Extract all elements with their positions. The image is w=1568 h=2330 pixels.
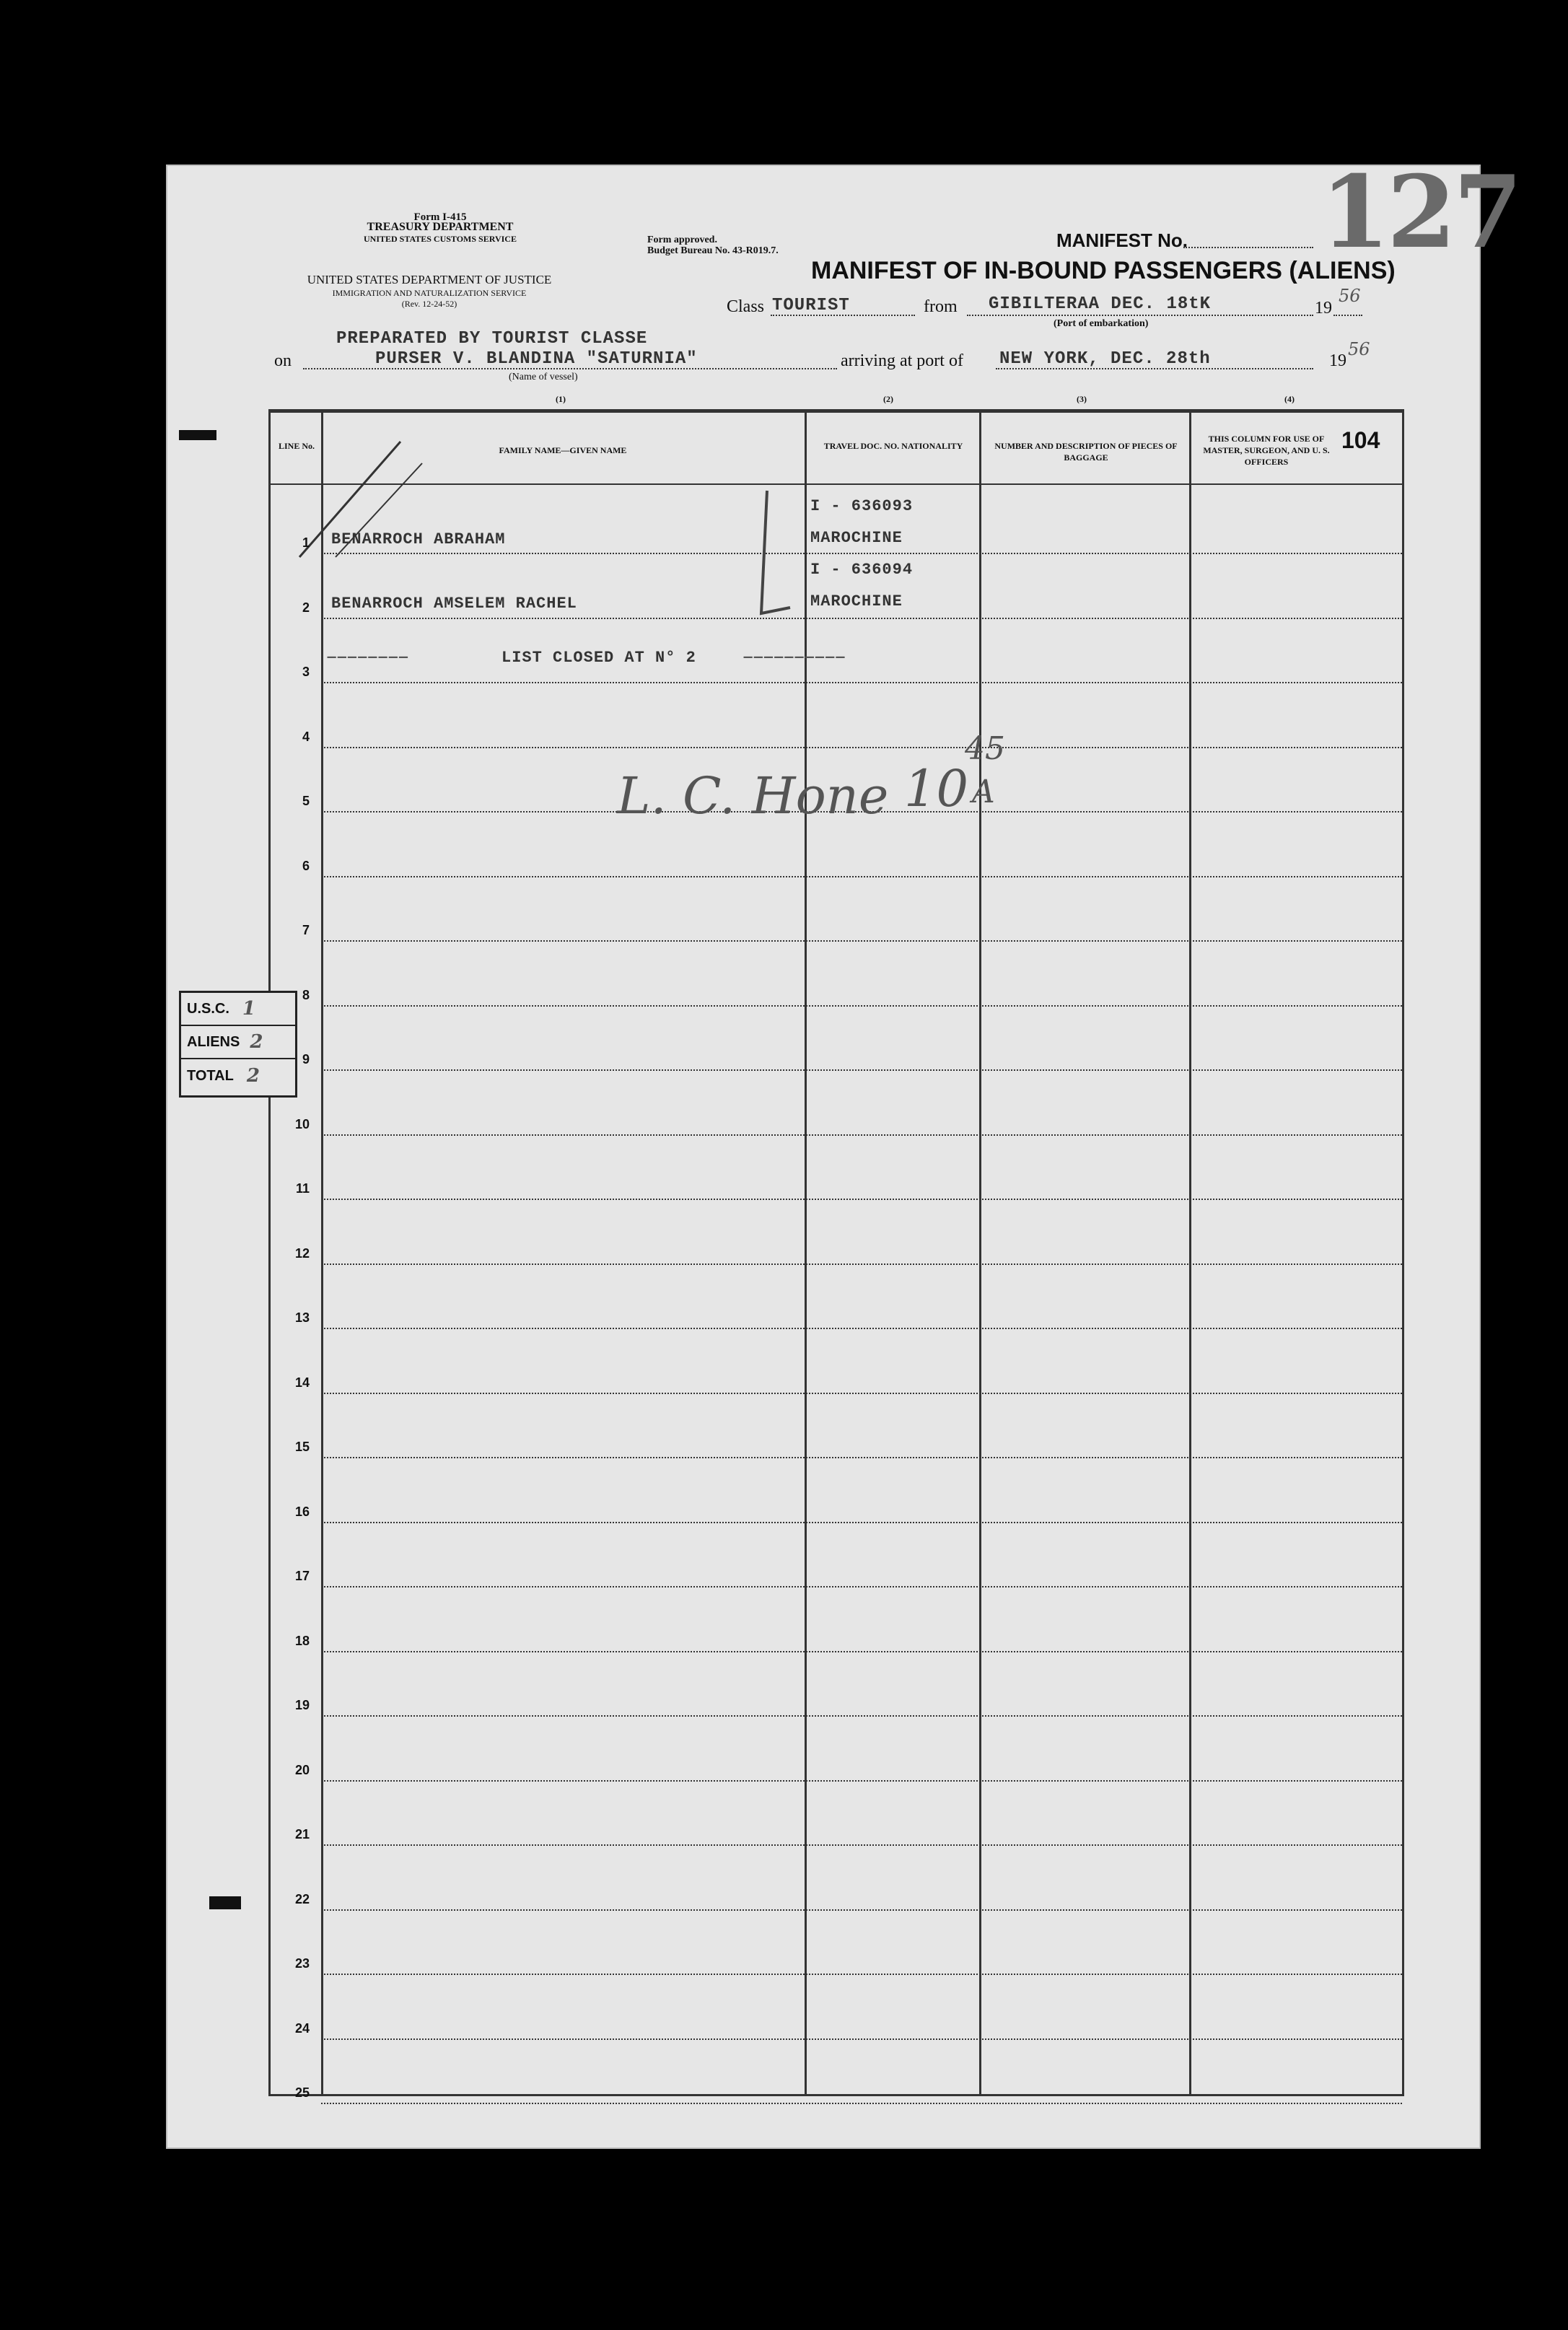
vessel-value: PURSER V. BLANDINA "SATURNIA" (375, 349, 698, 369)
row-line (321, 1263, 1402, 1265)
row-number: 8 (302, 987, 310, 1002)
tally-usc-value: 1 (242, 998, 255, 1020)
year-prefix-2: 19 (1329, 351, 1346, 370)
row-line (321, 1069, 1402, 1071)
row-line (321, 682, 1402, 683)
tally-total-label: TOTAL (187, 1067, 234, 1084)
tally-aliens-value: 2 (250, 1031, 263, 1053)
manifest-table (268, 409, 1404, 2100)
header-name: FAMILY NAME—GIVEN NAME (499, 445, 627, 455)
arrival-time-suffix: A (972, 774, 995, 810)
row-number: 14 (294, 1375, 310, 1390)
row-line (321, 1586, 1402, 1587)
manifest-no-label: MANIFEST No. (1056, 229, 1188, 251)
arrival-time-minutes: 45 (965, 730, 1005, 767)
bracket-mark (740, 485, 797, 622)
budget-bureau: Budget Bureau No. 43-R019.7. (647, 245, 779, 256)
row-number: 4 (302, 729, 310, 744)
year-to: 56 (1348, 339, 1370, 359)
margin-mark-bottom (209, 1896, 241, 1909)
row-number: 24 (294, 2020, 310, 2036)
col-num-4: (4) (1284, 394, 1295, 404)
treasury-label: TREASURY DEPARTMENT (367, 221, 514, 233)
row-line (321, 1522, 1402, 1523)
class-label: Class (727, 297, 765, 316)
row-line (321, 1909, 1402, 1911)
row-line (321, 1457, 1402, 1458)
row-line (321, 1715, 1402, 1717)
row-number: 17 (294, 1569, 310, 1583)
tally-box (179, 991, 297, 1098)
signature: L. C. Hone (617, 766, 889, 825)
row-line (321, 1780, 1402, 1782)
row-number: 11 (295, 1181, 310, 1196)
row-line (321, 940, 1402, 942)
rev-label: (Rev. 12-24-52) (401, 299, 457, 309)
officer-note: 104 (1341, 427, 1380, 453)
prepared-note: PREPARATED BY TOURIST CLASSE (336, 329, 648, 349)
doj-label: UNITED STATES DEPARTMENT OF JUSTICE (307, 273, 552, 286)
col-divider-doc (979, 413, 981, 2094)
col-divider-baggage (1189, 413, 1191, 2094)
row-1-doc-no: I - 636093 (810, 497, 914, 515)
row-line (321, 1328, 1402, 1329)
row-number: 13 (294, 1310, 310, 1325)
col-divider-line (321, 413, 323, 2094)
row-number: 2 (302, 600, 310, 615)
from-label: from (924, 297, 958, 316)
row-number: 19 (294, 1698, 310, 1712)
tally-total (181, 1059, 295, 1092)
row-line (321, 876, 1402, 877)
row-number: 18 (294, 1633, 310, 1648)
row-line (321, 1974, 1402, 1975)
row-line (321, 1651, 1402, 1652)
row-line (321, 1199, 1402, 1200)
row-2-family-name: BENARROCH AMSELEM RACHEL (331, 595, 577, 613)
tally-aliens (181, 1026, 295, 1059)
header-officers: THIS COLUMN FOR USE OF MASTER, SURGEON, AND U. S. OFFICERS (1203, 434, 1330, 467)
col-num-2: (2) (883, 394, 893, 404)
class-underline (771, 315, 915, 316)
row-1-nationality: MAROCHINE (810, 529, 903, 547)
form-number: Form I-415 (413, 211, 467, 223)
row-number: 6 (302, 858, 310, 873)
ins-label: IMMIGRATION AND NATURALIZATION SERVICE (332, 288, 527, 298)
class-value: TOURIST (772, 296, 850, 315)
year-prefix-1: 19 (1315, 299, 1332, 317)
row-number: 25 (294, 2085, 310, 2100)
row-line (321, 747, 1402, 748)
col-num-3: (3) (1077, 394, 1087, 404)
manifest-title: MANIFEST OF IN-BOUND PASSENGERS (ALIENS) (811, 257, 1396, 284)
col-num-1: (1) (556, 394, 566, 404)
arrival-time: 10 (904, 759, 969, 818)
vessel-caption: (Name of vessel) (509, 372, 578, 382)
row-number: 15 (294, 1440, 310, 1454)
arriving-underline (996, 368, 1313, 369)
row-line (321, 553, 1402, 554)
arriving-label: arriving at port of (841, 351, 963, 370)
row-2-doc-no: I - 636094 (810, 561, 914, 579)
manifest-no-field (1183, 247, 1313, 248)
row-number: 3 (302, 665, 310, 679)
row-number: 5 (302, 794, 310, 808)
closed-dashes-right: ‒‒‒‒‒‒‒‒‒‒ (743, 649, 846, 667)
row-line (321, 618, 1402, 619)
header-baggage: NUMBER AND DESCRIPTION OF PIECES OF BAGGAGE (994, 441, 1178, 463)
customs-label: UNITED STATES CUSTOMS SERVICE (364, 234, 517, 244)
row-line (321, 2103, 1402, 2104)
row-line (321, 1005, 1402, 1007)
row-number: 7 (302, 923, 310, 937)
year-from: 56 (1339, 286, 1361, 306)
row-number: 20 (294, 1762, 310, 1777)
form-approved: Form approved. (647, 235, 717, 245)
tally-usc (181, 993, 295, 1026)
row-number: 10 (294, 1116, 310, 1131)
row-line (321, 2038, 1402, 2040)
stamp-number: 127 (1320, 153, 1520, 271)
from-value: GIBILTERAA DEC. 18tK (989, 294, 1212, 314)
header-line-no: LINE No. (278, 441, 315, 451)
row-line (321, 1134, 1402, 1136)
closed-dashes-left: ‒‒‒‒‒‒‒‒ (327, 649, 409, 667)
tally-total-value: 2 (246, 1065, 260, 1087)
header-travel-doc: TRAVEL DOC. NO. NATIONALITY (823, 441, 963, 451)
on-label: on (274, 351, 292, 370)
list-closed-note: LIST CLOSED AT N° 2 (502, 649, 696, 667)
row-line (321, 1393, 1402, 1394)
row-line (321, 1844, 1402, 1846)
port-embarkation-caption: (Port of embarkation) (1054, 318, 1149, 329)
tally-usc-label: U.S.C. (187, 1000, 229, 1017)
from-underline (967, 315, 1313, 316)
tally-aliens-label: ALIENS (187, 1033, 240, 1050)
row-2-nationality: MAROCHINE (810, 592, 903, 610)
margin-mark-top (179, 430, 216, 440)
row-number: 22 (294, 1891, 310, 1906)
row-number: 12 (294, 1245, 310, 1261)
row-number: 21 (294, 1827, 310, 1841)
row-1-family-name: BENARROCH ABRAHAM (331, 530, 506, 548)
year-underline-1 (1333, 315, 1362, 316)
row-number: 23 (294, 1956, 310, 1971)
row-number: 9 (302, 1052, 310, 1067)
row-number: 1 (302, 535, 310, 550)
row-number: 16 (294, 1504, 310, 1519)
arriving-value: NEW YORK, DEC. 28th (999, 349, 1211, 369)
